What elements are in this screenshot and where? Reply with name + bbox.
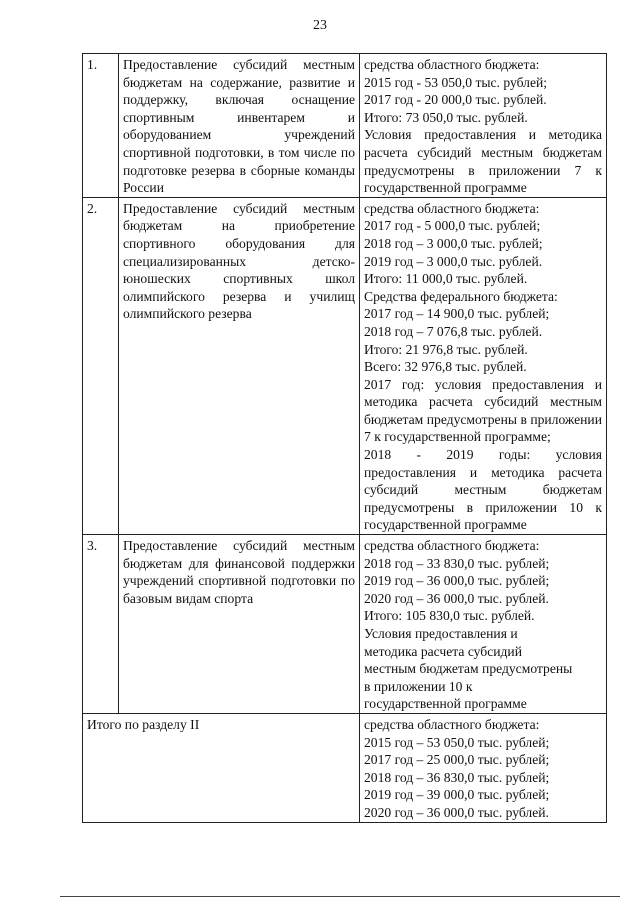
funding-line: Итого: 105 830,0 тыс. рублей.	[364, 608, 535, 624]
funding-line: 2015 год - 53 050,0 тыс. рублей;	[364, 74, 548, 90]
funding-cell	[360, 713, 607, 822]
funding-line: 2017 год – 14 900,0 тыс. рублей;	[364, 306, 550, 322]
measure-description: Предоставление субсидий местным бюджетам на содержание, развитие и поддержку, включая оснащение спортивным инвентарем и оборудованием учреждений спортивной подготовки, в том числе по подготовке резерва в сборные команды России	[119, 54, 360, 198]
funding-line: Итого: 11 000,0 тыс. рублей.	[364, 271, 528, 287]
table-row-total	[83, 713, 607, 822]
funding-line: местным бюджетам предусмотрены	[364, 661, 573, 677]
subsidy-table	[82, 53, 607, 823]
table-row	[83, 197, 607, 534]
funding-line: средства областного бюджета:	[364, 538, 540, 554]
funding-line: Всего: 32 976,8 тыс. рублей.	[364, 359, 527, 375]
row-number: 1.	[83, 54, 119, 198]
funding-line: средства областного бюджета:	[364, 716, 540, 732]
funding-line: 2018 год – 3 000,0 тыс. рублей;	[364, 235, 543, 251]
funding-line: 2017 год - 5 000,0 тыс. рублей;	[364, 218, 541, 234]
table-row	[83, 54, 607, 198]
funding-line: 2018 год – 36 830,0 тыс. рублей;	[364, 769, 550, 785]
funding-line: 2020 год – 36 000,0 тыс. рублей.	[364, 804, 549, 820]
funding-line: 2019 год – 39 000,0 тыс. рублей;	[364, 787, 550, 803]
funding-line: методика расчета субсидий	[364, 643, 522, 659]
row-number: 3.	[83, 535, 119, 714]
funding-line: Итого: 73 050,0 тыс. рублей.	[364, 109, 528, 125]
measure-description: Предоставление субсидий местным бюджетам на приобретение спортивного оборудования для специализированных детско-юношеских спортивных школ олимпийского резерва и училищ олимпийского резерва	[119, 197, 360, 534]
funding-line: Условия предоставления и	[364, 626, 518, 641]
page-number: 23	[313, 18, 327, 33]
funding-line: 2018 год – 7 076,8 тыс. рублей.	[364, 323, 543, 339]
table-row	[83, 535, 607, 714]
funding-line: 2018 год – 33 830,0 тыс. рублей;	[364, 555, 550, 571]
funding-cell	[360, 54, 607, 198]
funding-line: 2017 год - 20 000,0 тыс. рублей.	[364, 92, 547, 108]
funding-line: в приложении 10 к	[364, 678, 473, 694]
page-bottom-divider	[60, 896, 620, 897]
funding-line: государственной программе	[364, 696, 527, 712]
funding-line: 2017 год: условия предоставления и методика расчета субсидий местным бюджетам предусмотрены в приложении 7 к государственной программе;	[364, 376, 602, 445]
funding-cell	[360, 197, 607, 534]
funding-line: Условия предоставления и методика расчета субсидий местным бюджетам предусмотрены в приложении 7 к государственной программе	[364, 127, 602, 196]
funding-line: 2018 - 2019 годы: условия предоставления и методика расчета субсидий местным бюджетам предусмотрены в приложении 10 к государственной программе	[364, 447, 602, 533]
funding-line: 2017 год – 25 000,0 тыс. рублей;	[364, 752, 550, 768]
funding-line: Средства федерального бюджета:	[364, 288, 558, 304]
row-number: 2.	[83, 197, 119, 534]
funding-line: Итого: 21 976,8 тыс. рублей.	[364, 341, 528, 357]
section-total-label: Итого по разделу II	[83, 713, 360, 822]
funding-line: 2019 год – 3 000,0 тыс. рублей.	[364, 253, 543, 269]
funding-line: средства областного бюджета:	[364, 57, 540, 72]
measure-description: Предоставление субсидий местным бюджетам для финансовой поддержки учреждений спортивной подготовки по базовым видам спорта	[119, 535, 360, 714]
funding-line: средства областного бюджета:	[364, 200, 540, 216]
funding-cell	[360, 535, 607, 714]
funding-line: 2020 год – 36 000,0 тыс. рублей.	[364, 590, 549, 606]
funding-line: 2019 год – 36 000,0 тыс. рублей;	[364, 573, 550, 589]
funding-line: 2015 год – 53 050,0 тыс. рублей;	[364, 734, 550, 750]
